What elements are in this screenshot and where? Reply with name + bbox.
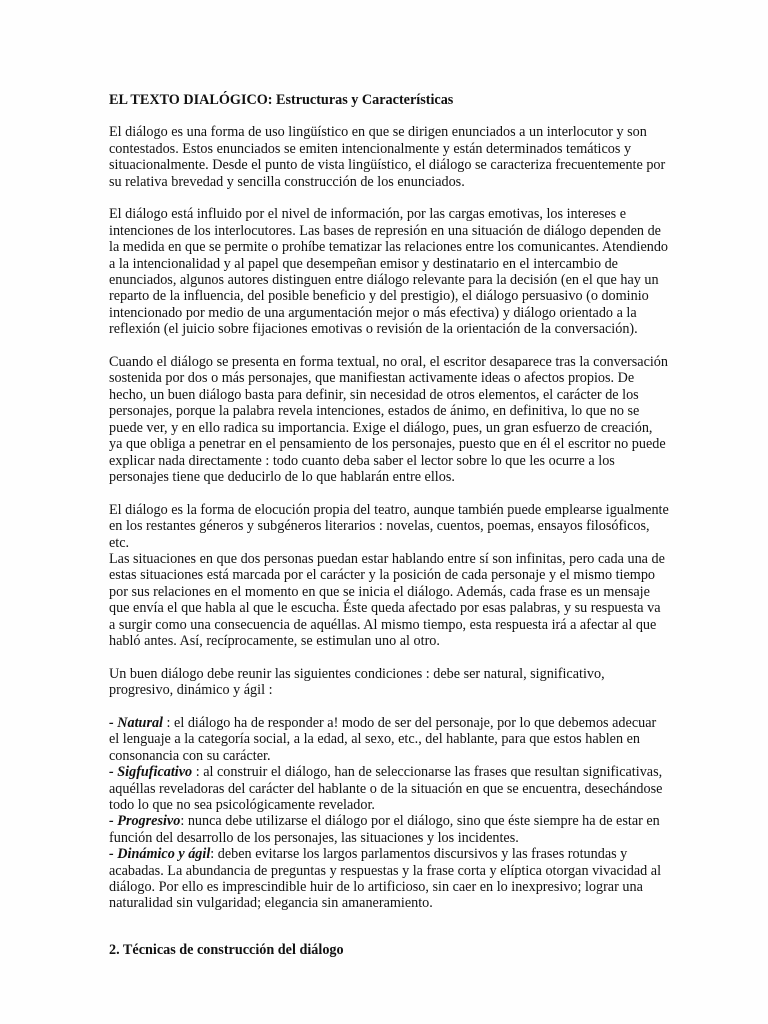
section-heading: 2. Técnicas de construcción del diálogo: [109, 941, 344, 958]
condition-term: - Sigfuficativo: [109, 764, 193, 781]
conditions-list: [109, 715, 669, 912]
paragraph-theatre: El diálogo es la forma de elocución propia del teatro, aunque también puede emplearse igualmente en los restantes géneros y subgéneros literarios : novelas, cuentos, poemas, ensayos filosóficos, etc.: [109, 501, 669, 551]
paragraph-conditions-intro: Un buen diálogo debe reunir las siguientes condiciones : debe ser natural, significativo, progresivo, dinámico y ágil :: [109, 665, 605, 699]
condition-item: [109, 715, 669, 764]
condition-text: : deben evitarse los largos parlamentos discursivos y las frases rotundas y acabadas. La abundancia de preguntas y respuestas y la frase corta y elíptica otorgan vivacidad al diálogo. Por ello es imprescindible huir de lo artificioso, sin caer en lo inexpresivo; lograr una naturalidad sin vulgaridad; elegancia sin amaneramiento.: [109, 846, 662, 912]
condition-item: [109, 813, 669, 846]
document-title: EL TEXTO DIALÓGICO: Estructuras y Características: [109, 92, 454, 108]
condition-text: : nunca debe utilizarse el diálogo por el diálogo, sino que éste siempre ha de estar en función del desarrollo de los personajes, las situaciones y los incidentes.: [109, 813, 660, 846]
condition-term: - Natural: [109, 714, 163, 731]
paragraph-textual-dialogue: Cuando el diálogo se presenta en forma textual, no oral, el escritor desaparece tras la conversación sostenida por dos o más personajes, que manifiestan activamente ideas o afectos propios. De hecho, un buen diálogo basta para definir, sin necesidad de otros elementos, el carácter de los personajes, porque la palabra revela intenciones, estados de ánimo, en definitiva, lo que no se puede ver, y en ello radica su importancia. Exige el diálogo, pues, un gran esfuerzo de creación, ya que obliga a penetrar en el pensamiento de los personajes, puesto que en él el escritor no puede explicar nada directamente : todo cuanto deba saber el lector sobre lo que les ocurre a los personajes tiene que deducirlo de lo que hablarán entre ellos.: [109, 354, 668, 485]
paragraph-situations: Las situaciones en que dos personas puedan estar hablando entre sí son infinitas, pero cada una de estas situaciones está marcada por el carácter y la posición de cada personaje y el mismo tiempo por sus relaciones en el momento en que se inicia el diálogo. Además, cada frase es un mensaje que envía el que habla al que le escucha. Éste queda afectado por esas palabras, y su respuesta va a surgir como una consecuencia de aquéllas. Al mismo tiempo, esta respuesta irá a afectar al que habló antes. Así, recíprocamente, se estimulan uno al otro.: [109, 550, 665, 649]
condition-item: [109, 846, 669, 912]
condition-term: - Dinámico y ágil: [109, 846, 211, 863]
condition-text: : el diálogo ha de responder a! modo de ser del personaje, por lo que debemos adecuar el lenguaje a la categoría social, a la edad, al sexo, etc., del hablante, para que estos hablen en consonancia con su carácter.: [109, 714, 657, 764]
document-body: [109, 92, 669, 958]
condition-text: : al construir el diálogo, han de seleccionarse las frases que resultan significativas, aquéllas reveladoras del carácter del hablante o de la situación en que se encuentra, desechándose todo lo que no sea psicológicamente revelador.: [109, 764, 663, 813]
condition-term: - Progresivo: [109, 813, 181, 830]
condition-item: [109, 764, 669, 813]
paragraph-definition: El diálogo es una forma de uso lingüístico en que se dirigen enunciados a un interlocutor y son contestados. Estos enunciados se emiten intencionalmente y están determinados temáticos y situacionalmente. Desde el punto de vista lingüístico, el diálogo se caracteriza frecuentemente por su relativa brevedad y sencilla construcción de los enunciados.: [109, 124, 666, 190]
paragraph-influences: El diálogo está influido por el nivel de información, por las cargas emotivas, los intereses e intenciones de los interlocutores. Las bases de represión en una situación de diálogo dependen de la medida en que se permite o prohíbe tematizar las relaciones entre los comunicantes. Atendiendo a la intencionalidad y al papel que desempeñan emisor y destinatario en el intercambio de enunciados, algunos autores distinguen entre diálogo relevante para la decisión (en el que hay un reparto de la influencia, del posible beneficio y del prestigio), el diálogo persuasivo (o dominio intencionado por medio de una argumentación mejor o más efectiva) y diálogo orientado a la reflexión (el juicio sobre fijaciones emotivas o revisión de la orientación de la conversación).: [109, 206, 669, 338]
